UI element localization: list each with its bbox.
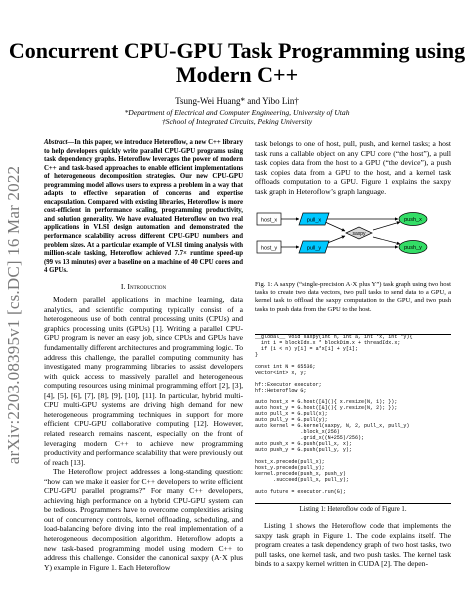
- code-line: if (i < n) y[i] = a*x[i] + y[i];: [255, 345, 358, 352]
- code-line: auto future = executor.run(G);: [255, 488, 346, 495]
- code-line: const int N = 65536;: [255, 363, 316, 370]
- node-host-x-label: host_x: [260, 217, 278, 224]
- abstract-text: —In this paper, we introduce Heteroflow, a new C++ library to help developers quickly write parallel CPU-GPU programs using task dependency graphs. Heteroflow leverages the power of modern C++ and task-based approaches to enable efficient implementations of heterogeneous decomposition strategies. Our new CPU-GPU programming model allows users to express a problem in a way that adapts to effective separation of concerns and expertise encapsulation. Compared with existing libraries, Heteroflow is more cost-efficient in performance scaling, programming productivity, and solution generality. We have evaluated Heteroflow on two real applications in VLSI design automation and demonstrated the performance scalability across different CPU-GPU numbers and problem sizes. At a particular example of VLSI timing analysis with million-scale tasking, Heteroflow achieved 7.7× runtime speed-up (99 vs 13 minutes) over a baseline on a machine of 40 CPU cores and 4 GPUs.: [44, 139, 243, 275]
- edge-saxpy-pushy: [373, 237, 400, 244]
- right-paragraph-1: task belongs to one of host, pull, push, and kernel tasks; a host task runs a callable object on any CPU core (“the host”), a pull task copies data from the host to a GPU (“the device”), a push task copies data from a GPU to the host, and a kernel task offloads computation to a GPU. Figure 1 explains the saxpy task graph in Heteroflow’s graph language.: [255, 139, 451, 196]
- node-saxpy-label: saxpy: [352, 231, 366, 237]
- abstract: [44, 139, 243, 276]
- arxiv-sidebar: [2, 80, 26, 550]
- affiliation-1: *Department of Electrical and Computer Engineering, University of Utah: [124, 108, 350, 117]
- paper-title-line-2: Modern C++: [175, 62, 299, 87]
- code-line: auto push_y = G.push(pull_y, y);: [255, 447, 352, 454]
- arxiv-identifier: arXiv:2203.08395v1 [cs.DC] 16 Mar 2022: [4, 165, 23, 465]
- node-host-y-label: host_y: [260, 245, 278, 252]
- code-line: auto pull_y = G.pull(y);: [255, 417, 328, 424]
- code-line: auto push_x = G.push(pull_x, x);: [255, 441, 352, 448]
- saxpy-task-graph: [255, 200, 451, 278]
- code-line: __global__ void saxpy(int n, int a, int *x, int *y){: [255, 334, 413, 340]
- node-push-x-label: push_x: [404, 217, 422, 223]
- code-line: int i = blockIdx.x * blockDim.x + threadIdx.x;: [255, 339, 401, 346]
- intro-paragraph-2: The Heteroflow project addresses a long-standing question: “how can we make it easier for C++ developers to write efficient CPU-GPU parallel programs?” For many C++ developers, achieving high performance on a hybrid CPU-GPU system can be tedious. Programmers have to overcome complexities arising out of concurrency controls, kernel offloading, scheduling, and load-balancing before diving into the real implementation of a heterogeneous decomposition algorithm. Heteroflow adopts a new task-based programming model using modern C++ to address this challenge. Consider the canonical saxpy (A·X plus Y) example in Figure 1. Each Heteroflow: [44, 467, 243, 572]
- left-column: [44, 139, 243, 572]
- code-line: auto host_y = G.host([&](){ y.resize(N, 2); });: [255, 405, 398, 412]
- code-line: host_y.precede(pull_y);: [255, 464, 325, 471]
- code-line: auto kernel = G.kernel(saxpy, N, 2, pull_x, pull_y): [255, 423, 410, 430]
- code-listing-1: [255, 334, 451, 504]
- paper-title-line-1: Concurrent CPU-GPU Task Programming using: [8, 38, 466, 63]
- section-heading-introduction: I. Introduction: [120, 281, 167, 291]
- code-line: vector<int> x, y;: [255, 369, 307, 376]
- code-line: hf::Executor executor;: [255, 381, 322, 388]
- abstract-label: Abstract: [44, 139, 68, 146]
- edge-saxpy-pushx: [373, 222, 400, 230]
- node-pull-y-label: pull_y: [306, 245, 322, 252]
- affiliation-2: †School of Integrated Circuits, Peking University: [161, 117, 313, 126]
- right-paragraph-2: Listing 1 shows the Heteroflow code that implements the saxpy task graph in Figure 1. The code explains itself. The program creates a task dependency graph of two host tasks, two pull tasks, one kernel task, and two push tasks. The kernel task binds to a saxpy kernel written in CUDA [2]. The depen-: [255, 521, 451, 569]
- node-push-y-label: push_y: [404, 245, 422, 251]
- code-line: }: [255, 351, 259, 358]
- code-line: .block_x(256): [255, 429, 340, 436]
- code-line: .succeed(pull_x, pull_y);: [255, 476, 349, 483]
- code-line: hf::Heteroflow G;: [255, 387, 307, 394]
- authors: Tsung-Wei Huang* and Yibo Lin†: [175, 96, 299, 106]
- listing-1-caption: Listing 1: Heteroflow code of Figure 1.: [299, 506, 407, 513]
- figure-1-caption: Fig. 1: A saxpy (“single-precision A·X plus Y”) task graph using two host tasks to create two data vectors, two pull tasks to send data to a GPU, a kernel task to offload the saxpy computation to the GPU, and two push tasks to push data from the GPU to the host.: [255, 281, 451, 313]
- intro-paragraph-1: Modern parallel applications in machine learning, data analytics, and scientific computing typically consist of a heterogeneous use of both central processing units (CPUs) and graphics processing units (GPUs) [1]. Writing a parallel CPU-GPU program is never an easy job, since CPUs and GPUs have fundamentally different architectures and programming logic. To address this challenge, the parallel computing community has investigated many programming libraries to assist developers with quick access to massively parallel and heterogeneous computing resources using minimal programming effort [2], [3], [4], [5], [6], [7], [8], [9], [10], [11]. In particular, hybrid multi-CPU multi-GPU systems are driving high demand for new heterogeneous programming techniques in support for more efficient CPU-GPU collaborative computing [12]. However, related research remains nascent, especially on the front of leveraging modern C++ to achieve new programming productivity and performance scalability that were previously out of reach [13].: [44, 295, 243, 467]
- code-line: kernel.precede(push_x, push_y): [255, 470, 346, 477]
- node-pull-x-label: pull_x: [306, 217, 322, 224]
- code-line: auto pull_x = G.pull(x);: [255, 411, 328, 418]
- code-line: host_x.precede(pull_x);: [255, 459, 325, 466]
- right-column-bottom: [255, 521, 451, 569]
- edge-pullx-saxpy: [325, 222, 345, 231]
- code-line: .grid_x((N+255)/256);: [255, 435, 365, 442]
- right-column-top: [255, 139, 451, 196]
- code-line: auto host_x = G.host([&](){ x.resize(N, 1); });: [255, 399, 398, 406]
